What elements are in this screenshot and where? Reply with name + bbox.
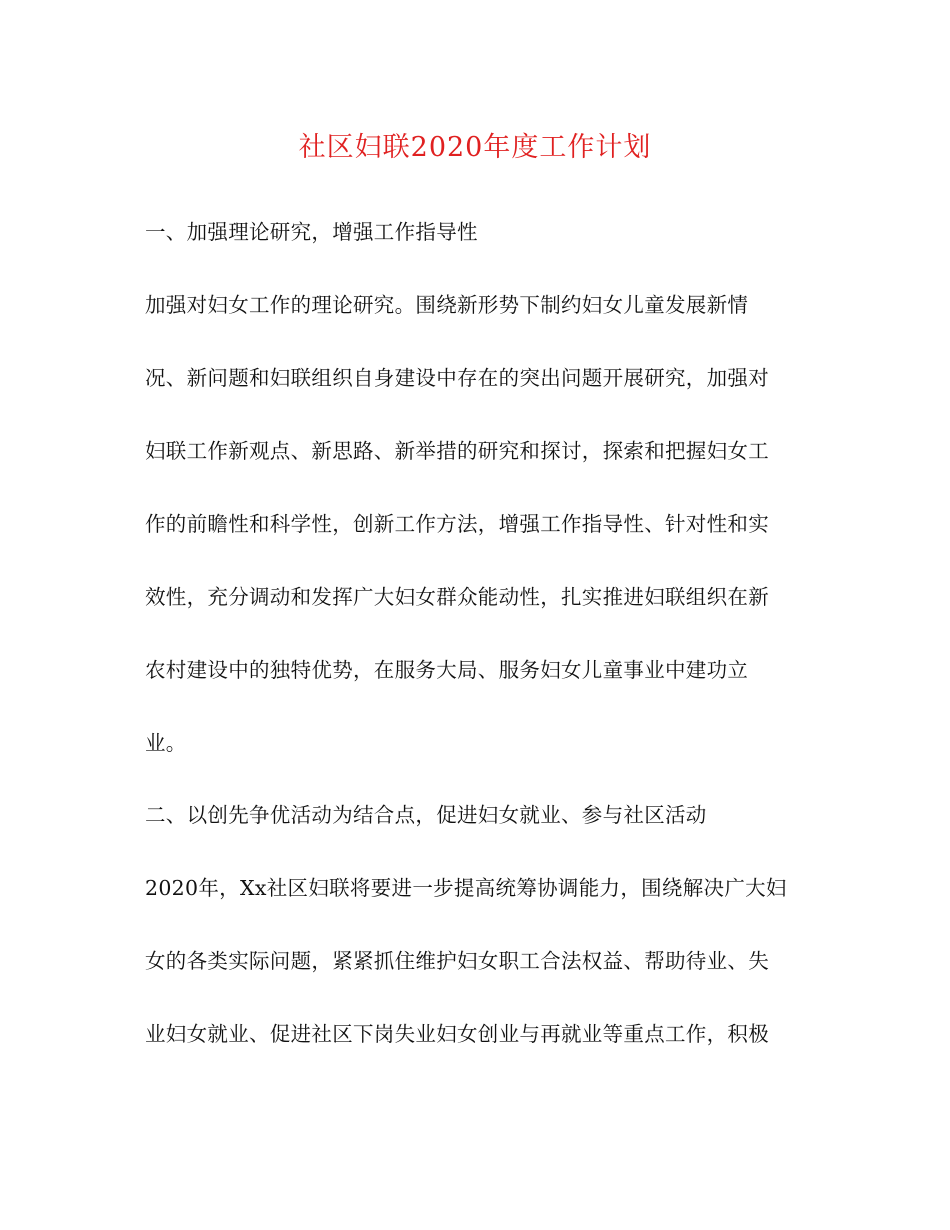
paragraph-line: 况、新问题和妇联组织自身建设中存在的突出问题开展研究，加强对 xyxy=(145,366,769,390)
section-heading-2: 二、以创先争优活动为结合点，促进妇女就业、参与社区活动 xyxy=(145,803,707,827)
document-title: 社区妇联2020年度工作计划 xyxy=(298,132,652,163)
paragraph-line: 加强对妇女工作的理论研究。围绕新形势下制约妇女儿童发展新情 xyxy=(145,293,749,317)
paragraph-line: 作的前瞻性和科学性，创新工作方法，增强工作指导性、针对性和实 xyxy=(145,512,769,536)
paragraph-line: 业。 xyxy=(145,731,187,755)
paragraph-line: 农村建设中的独特优势，在服务大局、服务妇女儿童事业中建功立 xyxy=(145,658,749,682)
paragraph-line: 妇联工作新观点、新思路、新举措的研究和探讨，探索和把握妇女工 xyxy=(145,439,769,463)
section-heading-1: 一、加强理论研究，增强工作指导性 xyxy=(145,220,478,244)
paragraph-line: 效性，充分调动和发挥广大妇女群众能动性，扎实推进妇联组织在新 xyxy=(145,585,769,609)
paragraph-line: 业妇女就业、促进社区下岗失业妇女创业与再就业等重点工作，积极 xyxy=(145,1022,769,1046)
paragraph-line: 女的各类实际问题，紧紧抓住维护妇女职工合法权益、帮助待业、失 xyxy=(145,949,769,973)
paragraph-line: 2020年，Xx社区妇联将要进一步提高统筹协调能力，围绕解决广大妇 xyxy=(145,876,787,900)
